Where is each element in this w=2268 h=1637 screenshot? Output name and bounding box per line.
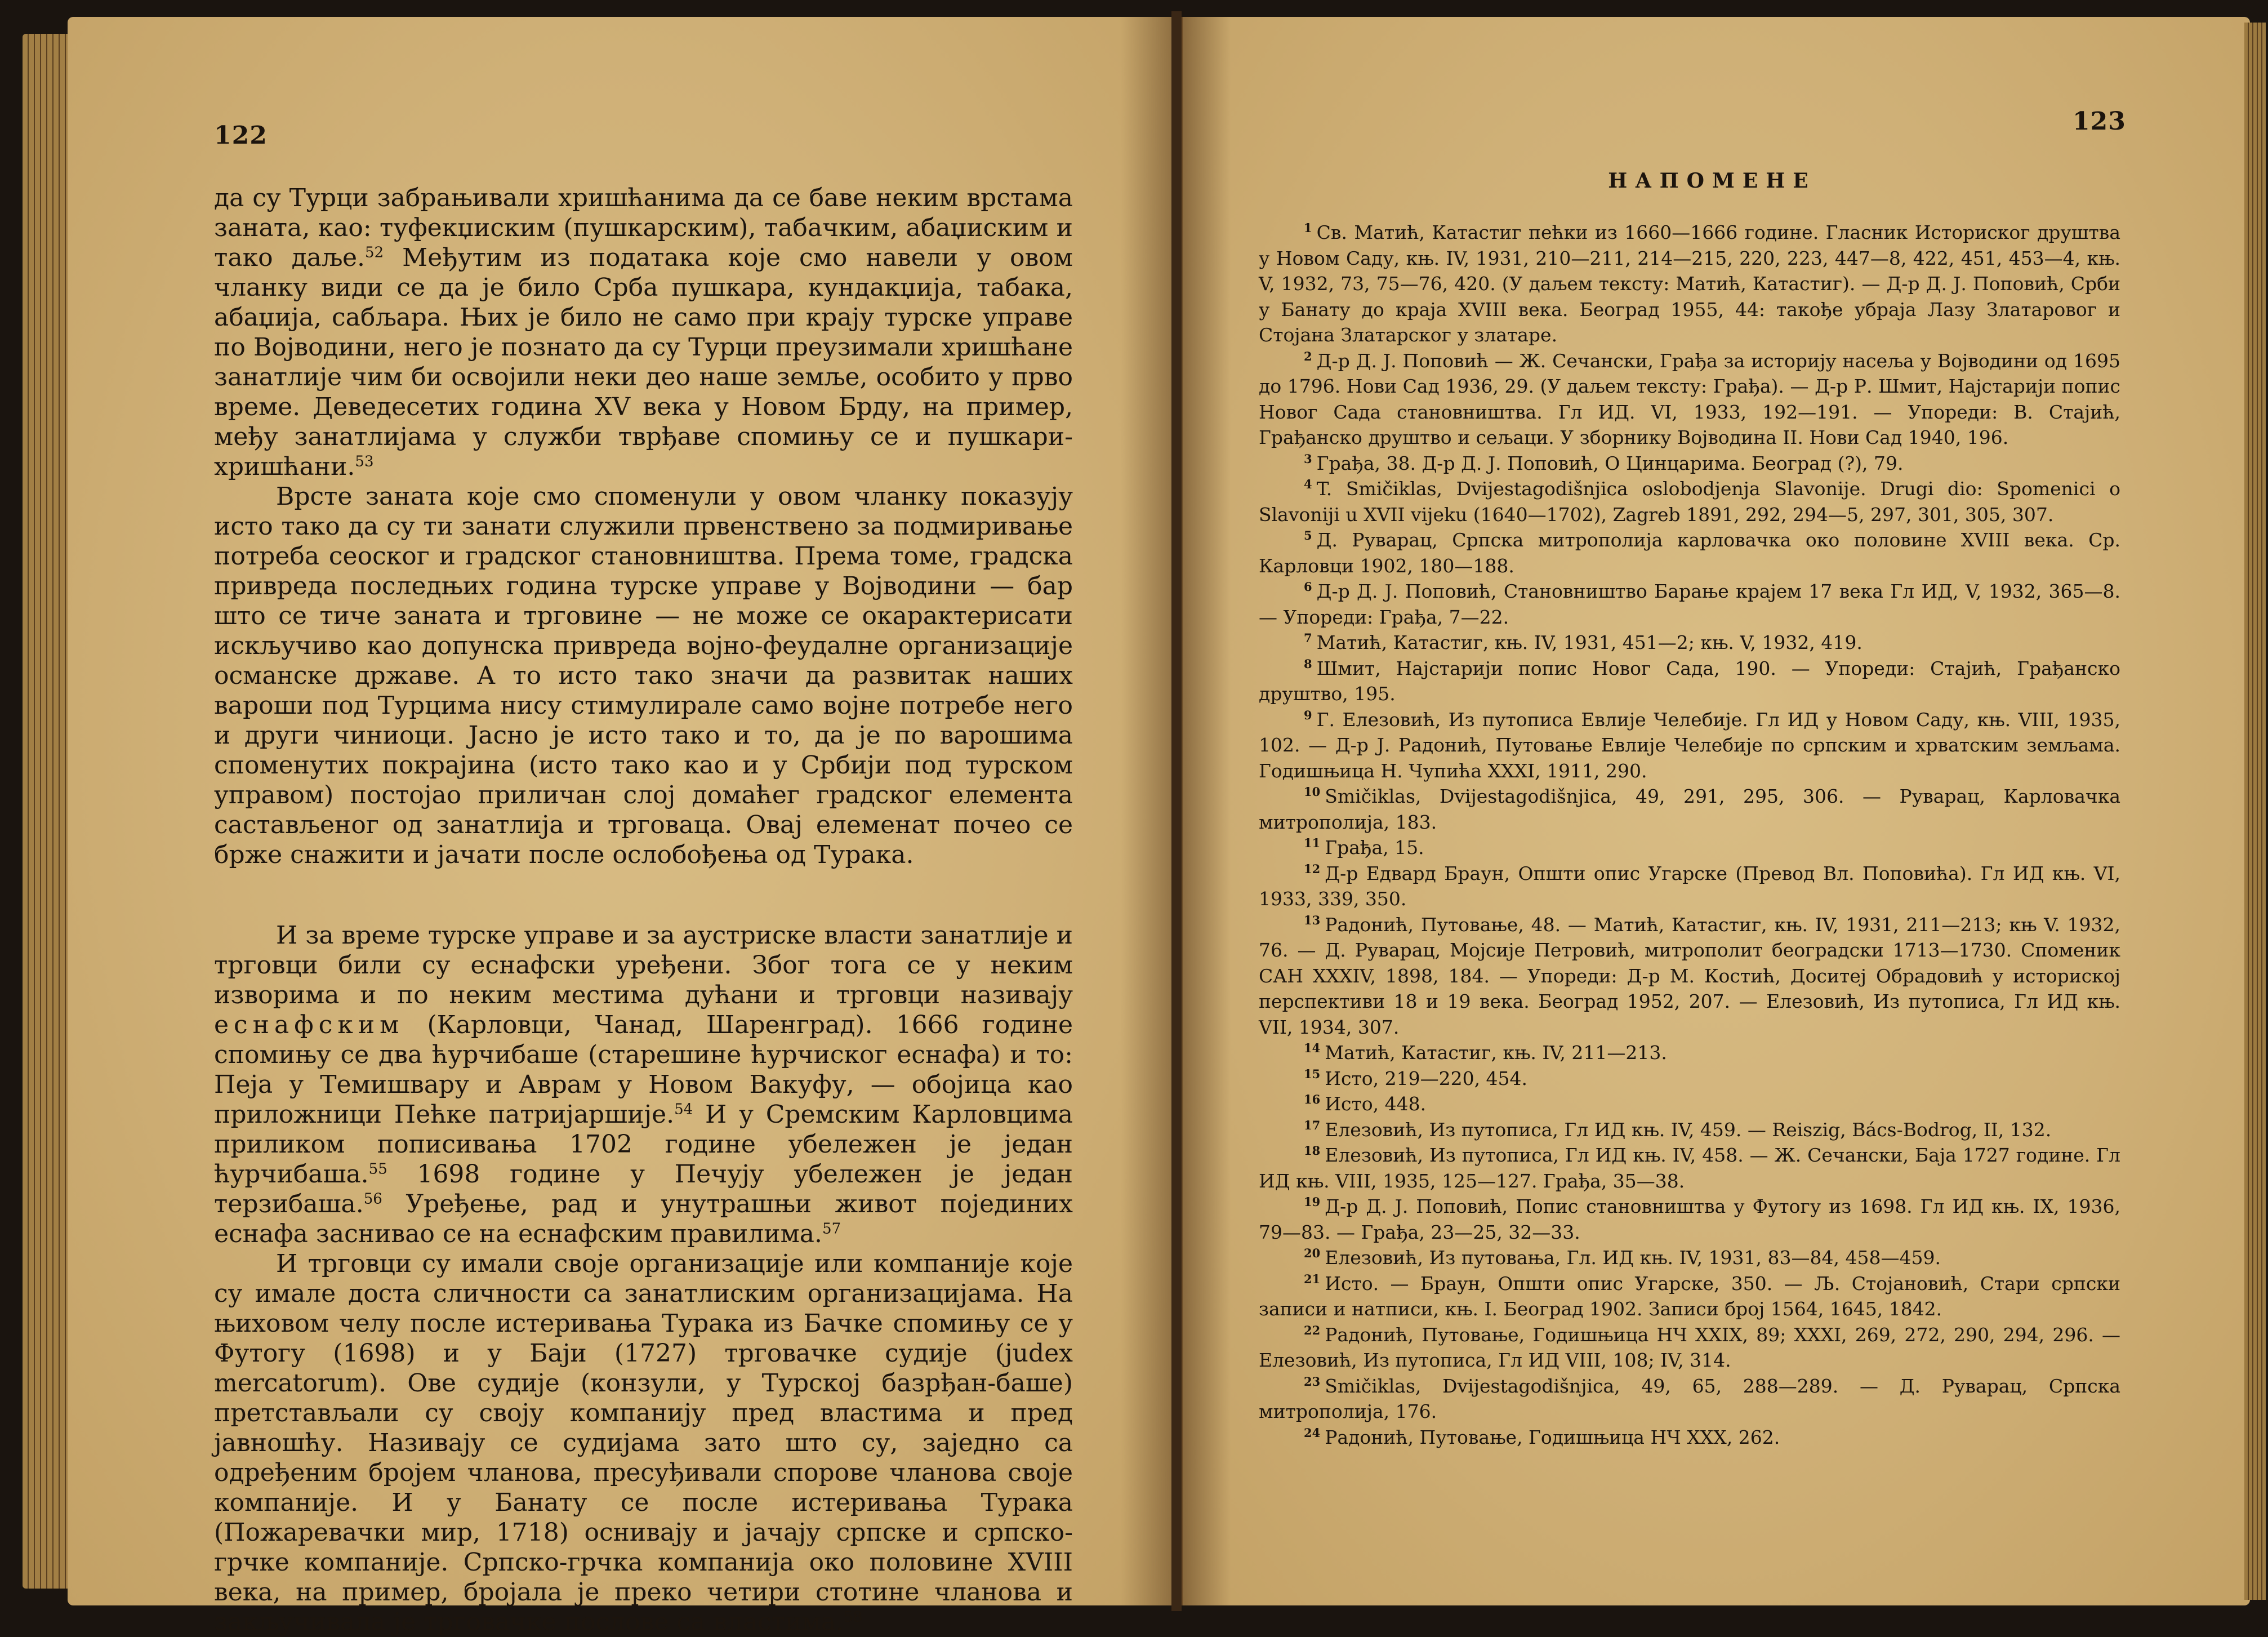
body-paragraph: И за време турске управе и за аустриске власти занатлије и трговци били су еснафски уређени. Због тога се у неким изворима и по неким местима дућани и трговци називају еснафским (Карловци, Чанад, Шаренград). 1666 године спомињу се два ћурчибаше (старешине ћурчиског еснафа) и то: Пеја у Темишвару и Аврам у Новом Вакуфу, — обојица као приложници Пећке патријаршије.$^{54}$ И у Сремским Карловцима приликом пописивања 1702 године убележен је један ћурчибаша.$^{55}$ 1698 године у Печују убележен је један терзибаша.$^{56}$ Уређење, рад и унутрашњи живот појединих еснафа заснивао се на еснафским правилима.$^{57}$: [214, 921, 1073, 1248]
footnotes-list: [1259, 220, 2120, 1450]
footnote-number: 5: [1304, 528, 1312, 542]
footnote-number: 15: [1304, 1066, 1321, 1081]
footnote-item: $^6$ Д-р Д. Ј. Поповић, Становништво Барање крајем 17 века Гл ИД, V, 1932, 365—8. — Упореди: Грађа, 7—22.: [1259, 580, 2120, 628]
footnote-item: $^{18}$ Елезовић, Из путописа, Гл ИД књ. IV, 458. — Ж. Сечански, Баја 1727 године. Гл ИД књ. VIII, 1935, 125—127. Грађа, 35—38.: [1259, 1144, 2120, 1192]
footnote-number: 12: [1304, 861, 1321, 876]
footnote-number: 17: [1304, 1118, 1321, 1132]
body-text: [214, 183, 1073, 1637]
spaced-emphasis: еснафским: [214, 1011, 404, 1039]
footnote-number: 21: [1304, 1271, 1321, 1286]
footnote-number: 19: [1304, 1195, 1321, 1209]
body-paragraph: И трговци су имали своје организације или компаније које су имале доста сличности са занатлиским организацијама. На њиховом челу после истеривања Турака из Бачке спомињу се у Футогу (1698) и у Баји (1727) трговачке судије (judex mercatorum). Ове судије (конзули, у Турској базрђан-баше) претстављали су своју компанију пред властима и пред јавношћу. Називају се судијама зато што су, заједно са одређеним бројем чланова, пресуђивали спорове чланова своје компаније. И у Банату се после истеривања Турака (Пожаревачки мир, 1718) оснивају и јачају српске и српско-грчке компаније. Српско-грчка компанија око половине XVIII века, на пример, бројала је преко четири стотине чланова и закључивала је трговачке послове са властима.$^{58}$: [214, 1249, 1073, 1636]
footnote-number: 11: [1304, 836, 1321, 850]
footnote-item: $^4$ T. Smičiklas, Dvijestagodišnjica oslobodjenja Slavonije. Drugi dio: Spomenici o Slavoniji u XVII vijeku (1640—1702), Zagreb 1891, 292, 294—5, 297, 301, 305, 307.: [1259, 477, 2120, 526]
footnote-item: $^9$ Г. Елезовић, Из путописа Евлије Челебије. Гл ИД у Новом Саду, књ. VIII, 1935, 102. — Д-р Ј. Радонић, Путовање Евлије Челебије по српским и хрватским земљама. Годишњица Н. Чупића XXXI, 1911, 290.: [1259, 708, 2120, 782]
right-page-edges: [2244, 23, 2266, 1600]
footnote-item: $^{10}$ Smičiklas, Dvijestagodišnjica, 49, 291, 295, 306. — Руварац, Карловачка митрополија, 183.: [1259, 785, 2120, 833]
footnote-number: 20: [1304, 1246, 1321, 1260]
footnote-number: 3: [1304, 451, 1312, 466]
footnote-number: 24: [1304, 1425, 1321, 1440]
footnote-number: 4: [1304, 477, 1312, 491]
page-number-right: 123: [2073, 107, 2126, 136]
footnote-item: $^1$ Св. Матић, Катастиг пећки из 1660—1666 године. Гласник Историског друштва у Новом Саду, књ. IV, 1931, 210—211, 214—215, 220, 223, 447—8, 422, 451, 453—4, књ. V, 1932, 73, 75—76, 420. (У даљем тексту: Матић, Катастиг). — Д-р Д. Ј. Поповић, Срби у Банату до краја XVIII века. Београд 1955, 44: такође убраја Лазу Златаровог и Стојана Златарског у златаре.: [1259, 221, 2120, 346]
footnote-number: 18: [1304, 1144, 1321, 1158]
footnote-marker[interactable]: 56: [363, 1190, 382, 1208]
footnote-item: $^2$ Д-р Д. Ј. Поповић — Ж. Сечански, Грађа за историју насеља у Војводини од 1695 до 1796. Нови Сад 1936, 29. (У даљем тексту: Грађа). — Д-р Р. Шмит, Најстарији попис Новог Сада становништва. Гл ИД. VI, 1933, 192—191. — Упореди: В. Стајић, Грађанско друштво и сељаци. У зборнику Војводина II. Нови Сад 1940, 196.: [1259, 349, 2120, 448]
footnote-item: $^{11}$ Грађа, 15.: [1304, 836, 1424, 858]
footnote-number: 2: [1304, 349, 1312, 363]
footnote-number: 8: [1304, 656, 1312, 671]
section-gap: [214, 870, 1073, 920]
footnote-item: $^{20}$ Елезовић, Из путовања, Гл. ИД књ. IV, 1931, 83—84, 458—459.: [1304, 1246, 1941, 1269]
footnote-number: 22: [1304, 1323, 1321, 1337]
footnote-item: $^8$ Шмит, Најстарији попис Новог Сада, 190. — Упореди: Стајић, Грађанско друштво, 195.: [1259, 656, 2120, 705]
footnote-item: $^7$ Матић, Катастиг, књ. IV, 1931, 451—2; књ. V, 1932, 419.: [1304, 631, 1862, 653]
footnote-marker[interactable]: 54: [674, 1101, 693, 1118]
footnote-item: $^{13}$ Радонић, Путовање, 48. — Матић, Катастиг, књ. IV, 1931, 211—213; књ V. 1932, 76. — Д. Руварац, Мојсије Петровић, митрополит београдски 1713—1730. Споменик САН XXXIV, 1898, 184. — Упореди: Д-р М. Костић, Доситеј Обрадовић у историској перспективи 18 и 19 века. Београд 1952, 207. — Елезовић, Из путописа, Гл ИД књ. VII, 1934, 307.: [1259, 913, 2120, 1038]
footnote-number: 13: [1304, 913, 1321, 927]
body-paragraph: Врсте заната које смо споменули у овом чланку показују исто тако да су ти занати служили првенствено за подмиривање потреба сеоског и градског становништва. Према томе, градска привреда последњих година турске управе у Војводини — бар што се тиче заната и трговине — не може се окарактерисати искључиво као допунска привреда војно-феудалне организације османске државе. А то исто тако значи да развитак наших вароши под Турцима нису стимулирале само војне потребе него и други чиниоци. Јасно је исто тако и то, да је по варошима споменутих покрајина (исто тако као и у Србији под турском управом) постојао приличан слој домаћег градског елемента састављеног од занатлија и трговаца. Овај елеменат почео се брже снажити и јачати после ослобођења од Турака.: [214, 482, 1073, 869]
footnote-item: $^{22}$ Радонић, Путовање, Годишњица НЧ XXIX, 89; XXXI, 269, 272, 290, 294, 296. — Елезовић, Из путописа, Гл ИД VIII, 108; IV, 314.: [1259, 1323, 2120, 1371]
footnote-marker[interactable]: 58: [843, 1608, 863, 1626]
footnote-item: $^{12}$ Д-р Едвард Браун, Општи опис Угарске (Превод Вл. Поповића). Гл ИД књ. VI, 1933, 339, 350.: [1259, 861, 2120, 910]
footnote-item: $^5$ Д. Руварац, Српска митрополија карловачка око половине XVIII века. Ср. Карловци 1902, 180—188.: [1259, 528, 2120, 577]
footnote-number: 6: [1304, 580, 1312, 594]
footnote-marker[interactable]: 53: [355, 453, 374, 470]
gutter-shadow-right: [1180, 17, 1231, 1605]
footnote-item: $^3$ Грађа, 38. Д-р Д. Ј. Поповић, О Цинцарима. Београд (?), 79.: [1304, 451, 1904, 474]
footnote-number: 10: [1304, 785, 1321, 799]
footnote-item: $^{24}$ Радонић, Путовање, Годишњица НЧ XXX, 262.: [1304, 1425, 1780, 1448]
footnote-number: 14: [1304, 1041, 1321, 1055]
page-number-left: 122: [214, 121, 268, 150]
footnote-item: $^{17}$ Елезовић, Из путописа, Гл ИД књ. IV, 459. — Reiszig, Bács-Bodrog, II, 132.: [1304, 1118, 2052, 1141]
footnote-item: $^{21}$ Исто. — Браун, Општи опис Угарске, 350. — Љ. Стојановић, Стари српски записи и натписи, књ. I. Београд 1902. Записи број 1564, 1645, 1842.: [1259, 1271, 2120, 1320]
footnote-item: $^{15}$ Исто, 219—220, 454.: [1304, 1066, 1528, 1089]
body-paragraph: да су Турци забрањивали хришћанима да се баве неким врстама заната, као: туфекџиским (пушкарским), табачким, абаџиским и тако даље.$^{52}$ Међутим из података које смо навели у овом чланку види се да је било Срба пушкара, кундакџија, табака, абаџија, сабљара. Њих је било не само при крају турске управе по Војводини, него је познато да су Турци преузимали хришћане занатлије чим би освојили неки део наше земље, особито у прво време. Деведесетих година XV века у Новом Брду, на пример, међу занатлијама у служби тврђаве спомињу се и пушкари-хришћани.$^{53}$: [214, 184, 1073, 481]
footnote-number: 1: [1304, 221, 1312, 235]
footnote-marker[interactable]: 57: [822, 1220, 841, 1238]
footnote-marker[interactable]: 52: [365, 244, 384, 261]
footnote-number: 9: [1304, 708, 1312, 722]
footnote-item: $^{16}$ Исто, 448.: [1304, 1092, 1427, 1115]
book-spine: [1171, 11, 1182, 1611]
notes-heading: НАПОМЕНЕ: [1608, 169, 1816, 193]
footnote-marker[interactable]: 55: [368, 1160, 387, 1178]
footnote-item: $^{19}$ Д-р Д. Ј. Поповић, Попис становништва у Футогу из 1698. Гл ИД књ. IX, 1936, 79—83. — Грађа, 23—25, 32—33.: [1259, 1195, 2120, 1243]
footnote-number: 7: [1304, 631, 1312, 645]
footnote-number: 16: [1304, 1092, 1321, 1106]
footnote-item: $^{23}$ Smičiklas, Dvijestagodišnjica, 49, 65, 288—289. — Д. Руварац, Српска митрополија, 176.: [1259, 1374, 2120, 1422]
footnote-number: 23: [1304, 1374, 1321, 1389]
footnote-item: $^{14}$ Матић, Катастиг, књ. IV, 211—213.: [1304, 1041, 1667, 1064]
